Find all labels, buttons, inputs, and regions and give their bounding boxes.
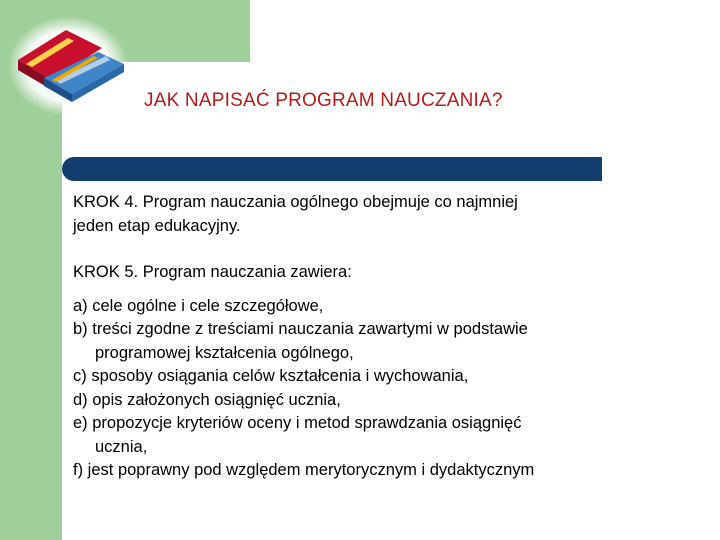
list-marker: e) (73, 414, 88, 432)
list-item-d (73, 389, 673, 413)
list-text: cele ogólne i cele szczegółowe, (87, 296, 324, 315)
step-5-text: Program nauczania zawiera: (138, 263, 352, 281)
step-4-text-line1: Program nauczania ogólnego obejmuje co najmniej (138, 193, 518, 211)
step-4-text-line2: jeden etap edukacyjny. (73, 216, 241, 235)
list-item-e (73, 412, 673, 459)
list-text: opis założonych osiągnięć ucznia, (87, 390, 341, 409)
list-marker: d) (73, 390, 88, 409)
step-4 (73, 191, 673, 238)
list-item-c (73, 365, 673, 389)
spacer (73, 238, 673, 261)
list-marker: f) (73, 461, 84, 479)
list-text-continued: programowej kształcenia ogólnego, (95, 343, 354, 362)
list-marker: c) (73, 367, 87, 385)
content-body (73, 191, 673, 483)
list-marker: b) (73, 320, 88, 338)
spacer (73, 285, 673, 295)
title-underline-bar (62, 157, 602, 181)
step-5-label: KROK 5. (73, 263, 139, 281)
list-item-b (73, 318, 673, 365)
list-text: propozycje kryteriów oceny i metod sprawdzania osiągnięć (87, 414, 522, 432)
list-text-continued: ucznia, (95, 437, 148, 456)
book-icon (6, 8, 132, 118)
step-4-label: KROK 4. (73, 193, 139, 211)
list-item-f (73, 459, 673, 483)
list-text: sposoby osiągania celów kształcenia i wychowania, (86, 367, 469, 385)
step-5 (73, 261, 673, 285)
list-text: jest poprawny pod względem merytorycznym i dydaktycznym (83, 461, 535, 479)
list-text: treści zgodne z treściami nauczania zawartymi w podstawie (87, 320, 528, 338)
list-marker: a) (73, 296, 88, 315)
list-item-a (73, 295, 673, 319)
page-title: JAK NAPISAĆ PROGRAM NAUCZANIA? (144, 90, 503, 111)
